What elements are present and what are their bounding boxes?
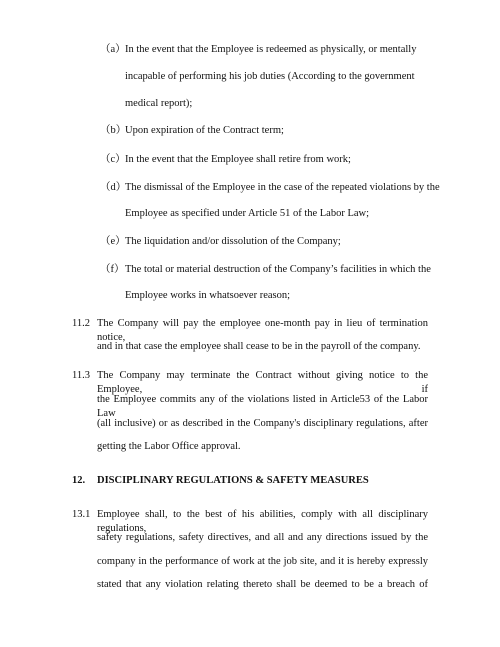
clause-number-11-3: 11.3 (72, 370, 90, 381)
clause-13-1-line-3: company in the performance of work at the job site, and it is hereby expressly (97, 556, 428, 567)
item-f-line-1: The total or material destruction of the Company’s facilities in which the (125, 264, 431, 275)
clause-13-1-line-1: Employee shall, to the best of his abilities, comply with all disciplinary regulations, (97, 509, 428, 534)
clause-11-3-line-4: getting the Labor Office approval. (97, 441, 241, 452)
clause-11-2-line-2: and in that case the employee shall cease to be in the payroll of the company. (97, 341, 421, 352)
clause-13-1-line-4: stated that any violation relating thereto shall be deemed to be a breach of (97, 579, 428, 590)
section-number: 12. (72, 475, 86, 486)
item-marker-e: （e） (100, 236, 126, 247)
clause-11-3-line-2: the Employee commits any of the violations listed in Article53 of the Labor Law (97, 394, 428, 419)
section-heading: DISCIPLINARY REGULATIONS & SAFETY MEASURES (97, 475, 369, 486)
item-f-line-2: Employee works in whatsoever reason; (125, 290, 291, 301)
clause-number-11-2: 11.2 (72, 318, 90, 329)
clause-13-1-line-2: safety regulations, safety directives, and all and any directions issued by the (97, 532, 428, 543)
item-c-line-1: In the event that the Employee shall retire from work; (125, 154, 351, 165)
item-marker-f: （f） (100, 264, 125, 275)
clause-11-3-line-1: The Company may terminate the Contract without giving notice to the Employee, if (97, 370, 428, 395)
item-marker-a: （a） (100, 44, 126, 55)
item-marker-b: （b） (100, 125, 127, 136)
clause-number-13-1: 13.1 (72, 509, 91, 520)
item-a-line-3: medical report); (125, 98, 193, 109)
item-a-line-2: incapable of performing his job duties (According to the government (125, 71, 415, 82)
item-e-line-1: The liquidation and/or dissolution of the Company; (125, 236, 341, 247)
clause-11-2-line-1: The Company will pay the employee one-month pay in lieu of termination notice, (97, 318, 428, 343)
item-a-line-1: In the event that the Employee is redeemed as physically, or mentally (125, 44, 417, 55)
item-marker-c: （c） (100, 154, 126, 165)
item-d-line-1: The dismissal of the Employee in the case of the repeated violations by the (125, 182, 440, 193)
item-b-line-1: Upon expiration of the Contract term; (125, 125, 284, 136)
item-d-line-2: Employee as specified under Article 51 of the Labor Law; (125, 208, 370, 219)
clause-11-3-line-3: (all inclusive) or as described in the Company's disciplinary regulations, after (97, 418, 428, 429)
item-marker-d: （d） (100, 182, 127, 193)
